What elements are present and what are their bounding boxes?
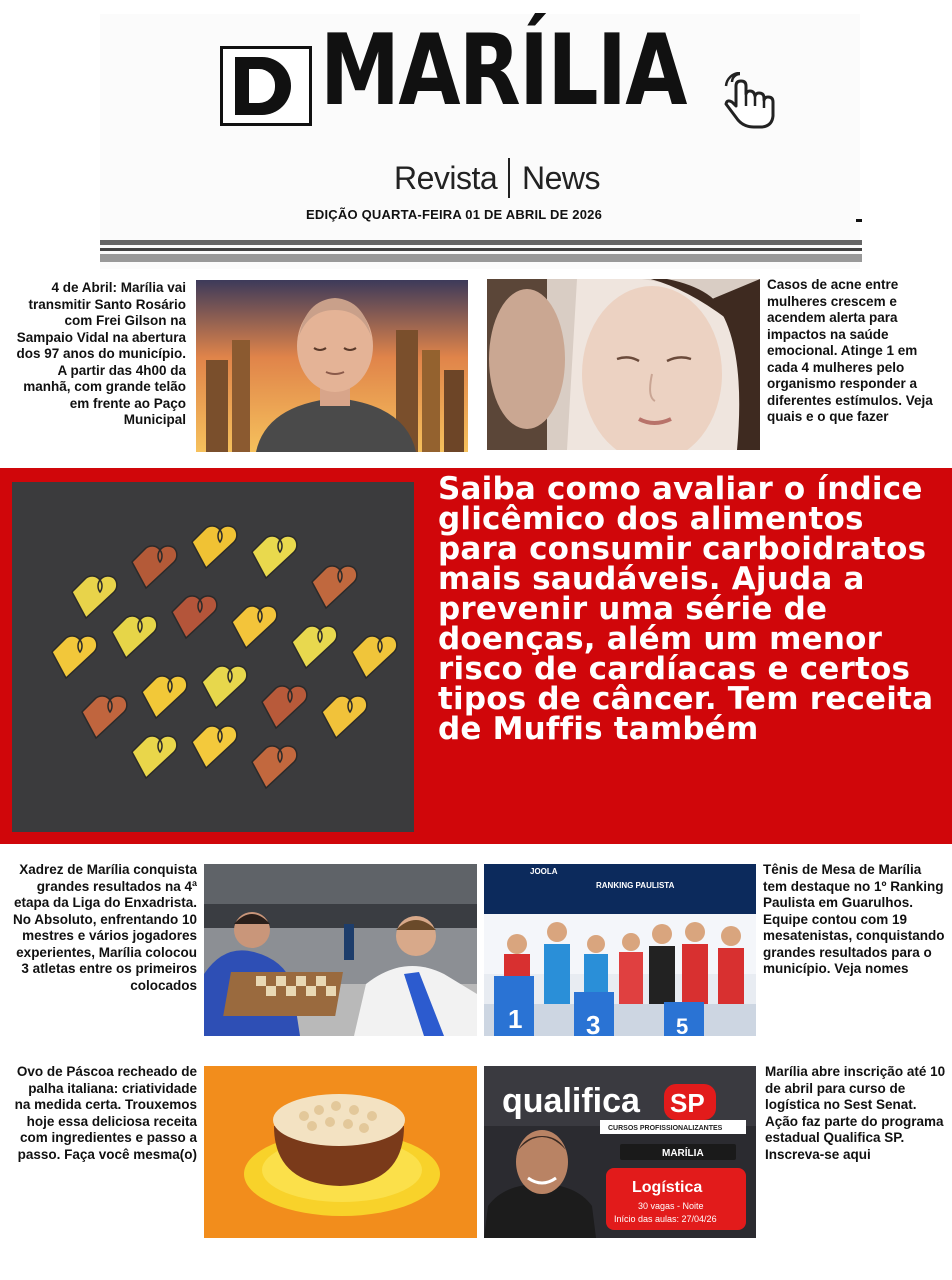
photo-chess-players[interactable] <box>204 864 477 1036</box>
photo-easter-egg[interactable] <box>204 1066 477 1238</box>
masthead-rule <box>100 240 862 245</box>
logo-d-mark[interactable] <box>220 46 312 126</box>
edition-date: EDIÇÃO QUARTA-FEIRA 01 DE ABRIL DE 2026 <box>306 207 603 222</box>
logo-subtitle-revista: Revista <box>394 160 498 196</box>
masthead-tick <box>856 219 862 222</box>
photo-frei-gilson[interactable] <box>196 280 468 452</box>
qualifica-cursos: CURSOS PROFISSIONALIZANTES <box>608 1125 723 1132</box>
article-santo-rosario-text[interactable]: 4 de Abril: Marília vai transmitir Santo Rosário com Frei Gilson na Sampaio Vidal na abertura dos 97 anos do município. A partir das 4h00 da manhã, com grande telão em frente ao Paço Municipal <box>16 280 186 427</box>
photo-qualifica-sp[interactable] <box>484 1066 756 1238</box>
qualifica-inicio: Início das aulas: 27/04/26 <box>614 1214 717 1224</box>
podium-number-3: 3 <box>586 1010 601 1036</box>
article-acne-text[interactable]: Casos de acne entre mulheres crescem e acendem alerta para impactos na saúde emocional. Atinge 1 em cada 4 mulheres pelo organismo responder a diferentes estímulos. Veja quais e o que fazer <box>767 277 933 424</box>
feature-headline[interactable]: Saiba como avaliar o índice glicêmico dos alimentos para consumir carboidratos mais saudáveis. Ajuda a prevenir uma série de doenças, além um menor risco de cardíacas e certos tipos de câncer. Tem receita de Muffis também <box>438 471 934 747</box>
article-xadrez-text[interactable]: Xadrez de Marília conquista grandes resultados na 4ª etapa da Liga do Enxadrista. No Absoluto, enfrentando 10 mestres e vários jogadores experientes, Marília colocou 3 atletas entre os primeiros colocados <box>12 862 197 993</box>
photo-heart-pasta[interactable] <box>12 482 414 832</box>
article-qualifica-text[interactable]: Marília abre inscrição até 10 de abril para curso de logística no Sest Senat. Ação faz parte do programa estadual Qualifica SP. Inscreva-se aqui <box>765 1064 946 1162</box>
logo-title[interactable]: MARÍLIA <box>320 14 686 128</box>
pointing-hand-icon <box>718 72 780 130</box>
tenis-banner-label: RANKING PAULISTA <box>596 881 675 890</box>
masthead-rule <box>100 248 862 251</box>
podium-number-1: 1 <box>508 1004 523 1034</box>
podium-number-5: 5 <box>676 1014 689 1036</box>
qualifica-city: MARÍLIA <box>662 1148 704 1159</box>
qualifica-vagas: 30 vagas - Noite <box>638 1201 704 1211</box>
tenis-brand-label: JOOLA <box>530 867 558 876</box>
masthead-rule <box>100 254 862 262</box>
article-ovo-pascoa-text[interactable]: Ovo de Páscoa recheado de palha italiana: criatividade na medida certa. Trouxemos hoje essa deliciosa receita com ingredientes e passo a passo. Faça você mesma(o) <box>14 1064 197 1162</box>
qualifica-logo-text: qualifica <box>502 1082 640 1120</box>
logo-subtitle-divider <box>508 158 510 198</box>
photo-woman-acne[interactable] <box>487 279 760 450</box>
qualifica-course: Logística <box>632 1179 703 1196</box>
photo-table-tennis-team[interactable] <box>484 864 756 1036</box>
article-tenis-text[interactable]: Tênis de Mesa de Marília tem destaque no 1º Ranking Paulista em Guarulhos. Equipe contou com 19 mesatenistas, conquistando grandes resultados para o município. Veja nomes <box>763 862 945 976</box>
logo-subtitle-news: News <box>522 160 601 196</box>
qualifica-logo-sp: SP <box>670 1088 705 1118</box>
